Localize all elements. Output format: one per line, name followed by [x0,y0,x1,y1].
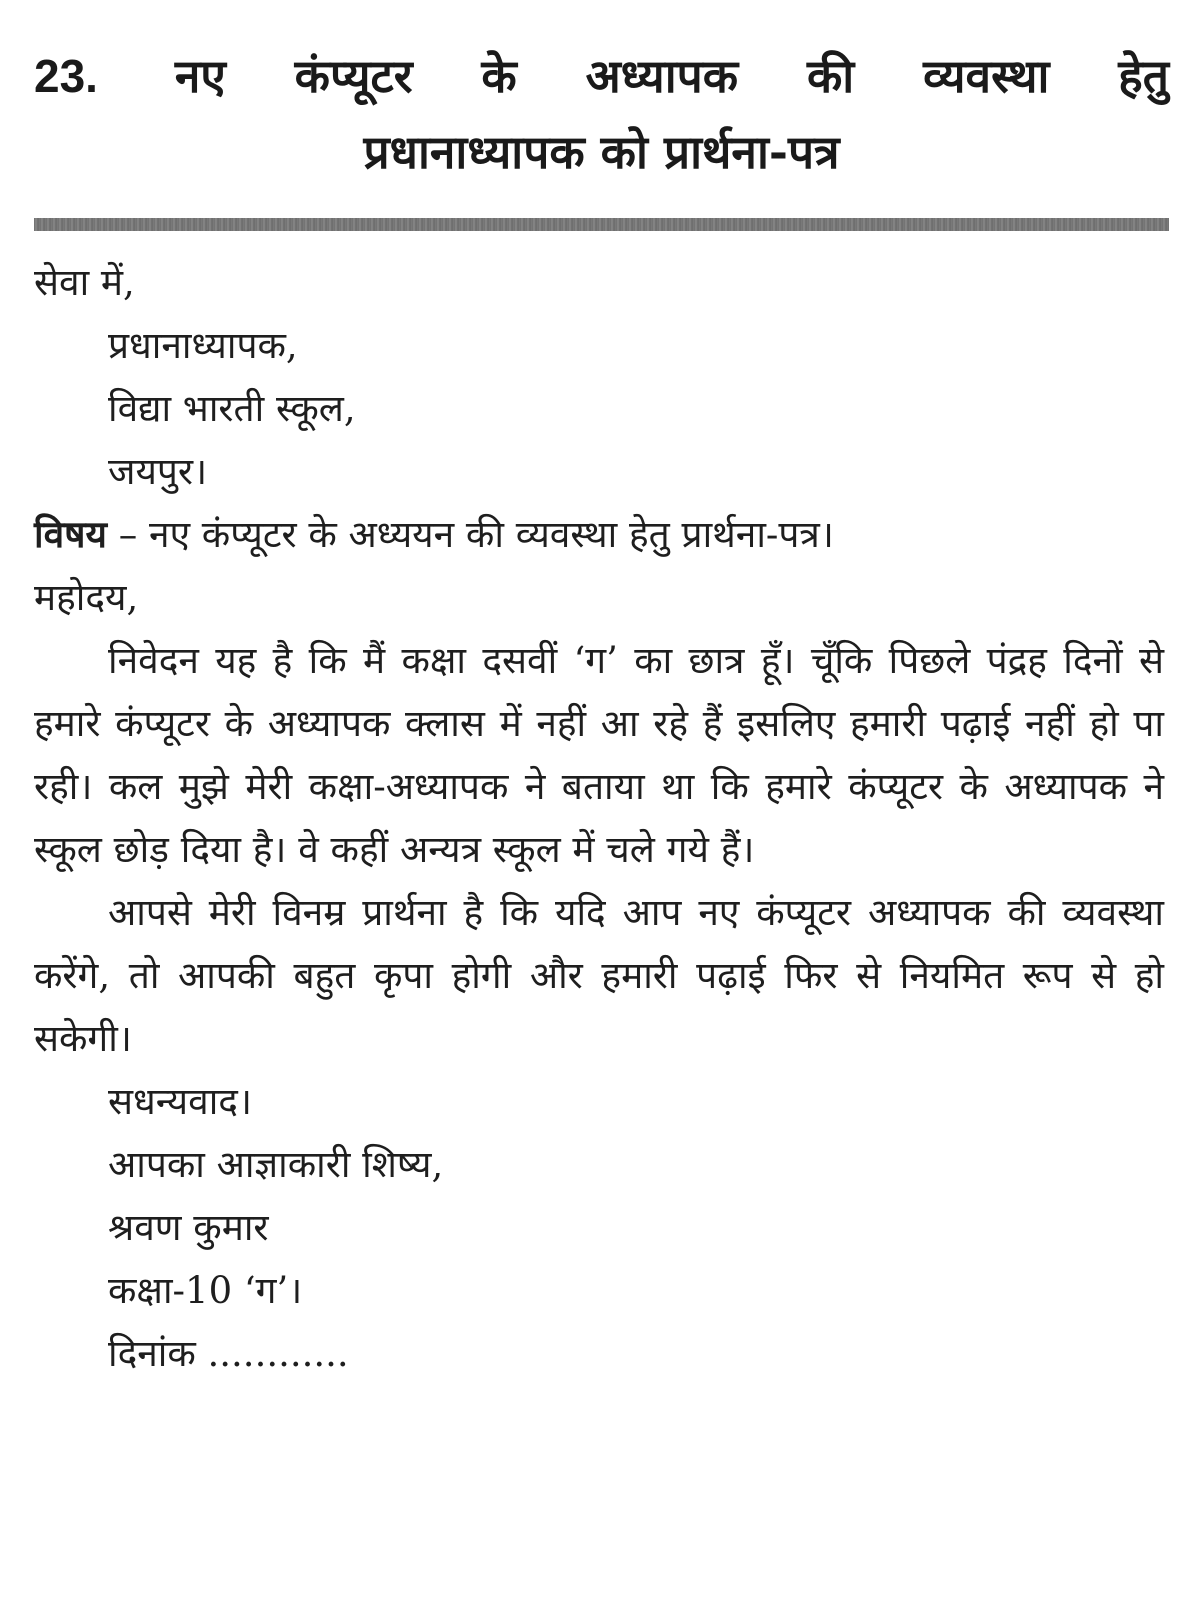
title-word: अध्यापक [585,49,739,103]
sender-class: कक्षा-10 ‘ग’। [108,1269,303,1312]
city: जयपुर। [108,450,208,493]
title-word: हेतु [1118,49,1169,103]
paragraph-1: निवेदन यह है कि मैं कक्षा दसवीं ‘ग’ का छात्र हूँ। चूँकि पिछले पंद्रह दिनों से हमारे कंप्यूटर के अध्यापक क्लास में नहीं आ रहे हैं इसलिए हमारी पढ़ाई नहीं हो पा रही। कल मुझे मेरी कक्षा-अध्यापक ने बताया था कि हमारे कंप्यूटर के अध्यापक ने स्कूल छोड़ दिया है। वे कहीं अन्यत्र स्कूल में चले गये हैं। [34,639,1164,871]
title-divider [34,218,1169,231]
paragraph-2: आपसे मेरी विनम्र प्रार्थना है कि यदि आप नए कंप्यूटर अध्यापक की व्यवस्था करेंगे, तो आपकी बहुत कृपा होगी और हमारी पढ़ाई फिर से नियमित रूप से हो सकेगी। [34,891,1164,1060]
title-number: 23. [34,50,98,102]
closing-regards: आपका आज्ञाकारी शिष्य, [108,1143,444,1186]
salutation: सेवा में, [34,261,135,304]
letter-body [34,251,1174,1385]
subject-text: नए कंप्यूटर के अध्ययन की व्यवस्था हेतु प्रार्थना-पत्र। [149,513,834,556]
letter-page [34,40,1174,1385]
title-word: कंप्यूटर [294,49,413,103]
title-word: व्यवस्था [923,49,1050,103]
subject-separator: – [107,513,150,556]
title-line-1 [34,40,1169,112]
school-name: विद्या भारती स्कूल, [108,387,356,430]
letter-title [34,40,1174,188]
greeting: महोदय, [34,576,139,619]
date-line: दिनांक ............ [108,1332,349,1375]
title-word: नए [174,49,226,103]
recipient: प्रधानाध्यापक, [108,324,298,367]
title-line-2: प्रधानाध्यापक को प्रार्थना-पत्र [363,125,840,179]
title-word: की [806,49,855,103]
closing-thanks: सधन्यवाद। [108,1080,252,1123]
subject-label: विषय [34,512,108,556]
title-word: के [481,49,517,103]
sender-name: श्रवण कुमार [108,1206,269,1249]
subject-line [34,503,1174,566]
